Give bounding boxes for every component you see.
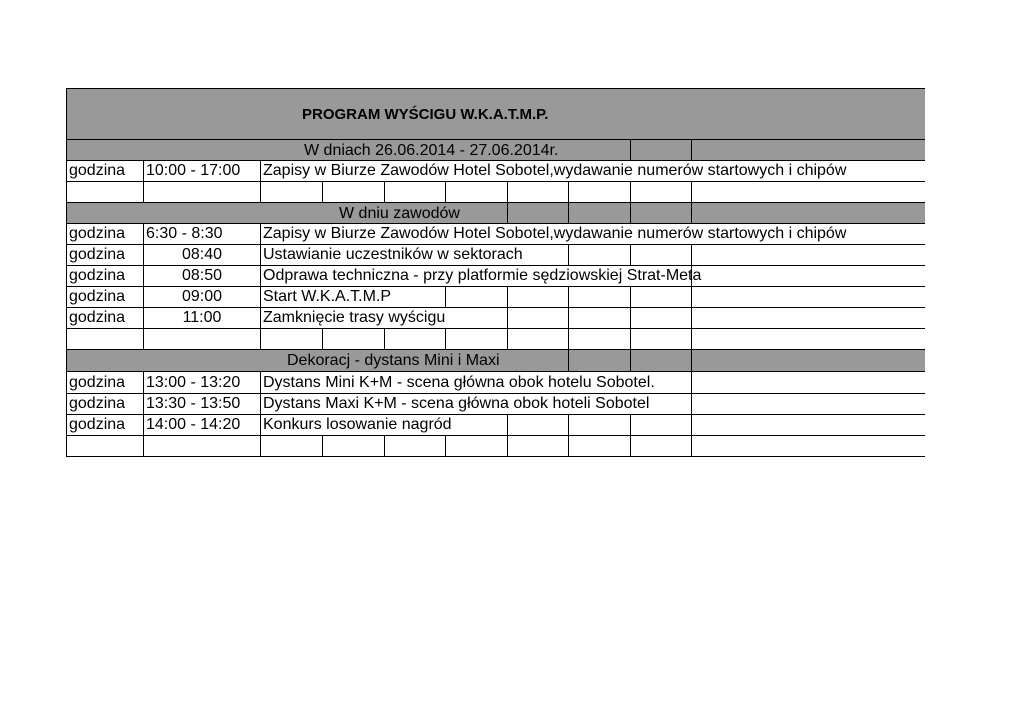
row-time: 08:50: [181, 267, 223, 284]
grid-line: [691, 435, 692, 456]
grid-line: [507, 435, 508, 456]
grid-line: [630, 349, 631, 371]
row-desc: Start W.K.A.T.M.P: [263, 288, 392, 305]
section-heading: Dekoracj - dystans Mini i Maxi: [287, 352, 500, 369]
grid-line: [691, 139, 692, 160]
grid-line: [630, 181, 631, 202]
grid-line: [568, 349, 569, 371]
grid-line: [507, 414, 508, 435]
grid-line: [66, 435, 925, 436]
row-label: godzina: [69, 246, 126, 263]
grid-line: [384, 181, 385, 202]
grid-line: [568, 181, 569, 202]
grid-line: [260, 265, 261, 286]
grid-line: [260, 393, 261, 414]
grid-line: [507, 181, 508, 202]
row-label: godzina: [69, 267, 126, 284]
grid-line: [691, 244, 692, 265]
row-label: godzina: [69, 309, 126, 326]
grid-line: [691, 349, 692, 371]
grid-line: [630, 286, 631, 307]
row-time: 11:00: [182, 309, 222, 326]
grid-line: [445, 328, 446, 349]
grid-line: [66, 371, 925, 372]
grid-line: [260, 435, 261, 456]
grid-line: [260, 286, 261, 307]
grid-line: [445, 286, 446, 307]
row-desc: Dystans Maxi K+M - scena główna obok hoteli Sobotel: [263, 395, 650, 412]
grid-line: [322, 435, 323, 456]
grid-line: [66, 328, 925, 329]
grid-line: [143, 435, 144, 456]
grid-line: [66, 88, 67, 457]
grid-line: [630, 414, 631, 435]
row-desc: Ustawianie uczestników w sektorach: [263, 246, 523, 263]
grid-line: [630, 435, 631, 456]
grid-line: [445, 435, 446, 456]
row-desc: Zamknięcie trasy wyścigu: [263, 309, 446, 326]
grid-line: [568, 435, 569, 456]
grid-line: [507, 328, 508, 349]
grid-line: [66, 88, 925, 89]
row-time: 13:30 - 13:50: [146, 395, 241, 412]
grid-line: [260, 223, 261, 244]
grid-line: [322, 181, 323, 202]
grid-line: [568, 202, 569, 223]
grid-line: [691, 328, 692, 349]
grid-line: [143, 223, 144, 244]
grid-line: [630, 202, 631, 223]
grid-line: [143, 328, 144, 349]
row-label: godzina: [69, 416, 126, 433]
section-heading: W dniach 26.06.2014 - 27.06.2014r.: [304, 142, 559, 159]
grid-line: [691, 393, 692, 414]
page-title: PROGRAM WYŚCIGU W.K.A.T.M.P.: [302, 106, 549, 123]
grid-line: [66, 181, 925, 182]
grid-line: [322, 328, 323, 349]
grid-line: [260, 181, 261, 202]
grid-line: [568, 307, 569, 328]
section-heading: W dniu zawodów: [339, 205, 460, 222]
grid-line: [143, 371, 144, 393]
row-label: godzina: [69, 374, 126, 391]
row-time: 08:40: [181, 246, 223, 263]
grid-line: [143, 181, 144, 202]
row-desc: Odprawa techniczna - przy platformie sędziowskiej Strat-Meta: [263, 267, 702, 284]
grid-line: [691, 286, 692, 307]
grid-line: [66, 349, 925, 350]
grid-line: [630, 139, 631, 160]
grid-line: [568, 244, 569, 265]
grid-line: [691, 371, 692, 393]
row-desc: Zapisy w Biurze Zawodów Hotel Sobotel,wydawanie numerów startowych i chipów: [263, 225, 847, 242]
grid-line: [143, 414, 144, 435]
grid-line: [384, 328, 385, 349]
grid-line: [143, 393, 144, 414]
row-time: 09:00: [181, 288, 223, 305]
row-label: godzina: [69, 288, 126, 305]
grid-line: [66, 456, 925, 457]
grid-line: [507, 286, 508, 307]
grid-line: [630, 244, 631, 265]
grid-line: [260, 371, 261, 393]
grid-line: [445, 181, 446, 202]
grid-line: [260, 328, 261, 349]
row-time: 6:30 - 8:30: [146, 225, 223, 242]
grid-line: [630, 307, 631, 328]
grid-line: [630, 328, 631, 349]
grid-line: [384, 435, 385, 456]
grid-line: [260, 307, 261, 328]
grid-line: [507, 307, 508, 328]
grid-line: [691, 181, 692, 202]
grid-line: [568, 286, 569, 307]
grid-line: [568, 328, 569, 349]
row-time: 10:00 - 17:00: [146, 162, 241, 179]
row-desc: Zapisy w Biurze Zawodów Hotel Sobotel,wydawanie numerów startowych i chipów: [263, 162, 847, 179]
row-time: 14:00 - 14:20: [146, 416, 241, 433]
row-time: 13:00 - 13:20: [146, 374, 241, 391]
grid-line: [507, 202, 508, 223]
grid-line: [691, 307, 692, 328]
grid-line: [66, 202, 925, 203]
row-desc: Konkurs losowanie nagród: [263, 416, 452, 433]
row-label: godzina: [69, 225, 126, 242]
grid-line: [260, 414, 261, 435]
grid-line: [143, 160, 144, 181]
grid-line: [66, 139, 925, 140]
grid-line: [260, 244, 261, 265]
section-band-2: [67, 203, 925, 223]
row-label: godzina: [69, 395, 126, 412]
row-desc: Dystans Mini K+M - scena główna obok hotelu Sobotel.: [263, 374, 655, 391]
grid-line: [260, 160, 261, 181]
grid-line: [691, 414, 692, 435]
row-label: godzina: [69, 162, 126, 179]
grid-line: [568, 414, 569, 435]
grid-line: [691, 202, 692, 223]
